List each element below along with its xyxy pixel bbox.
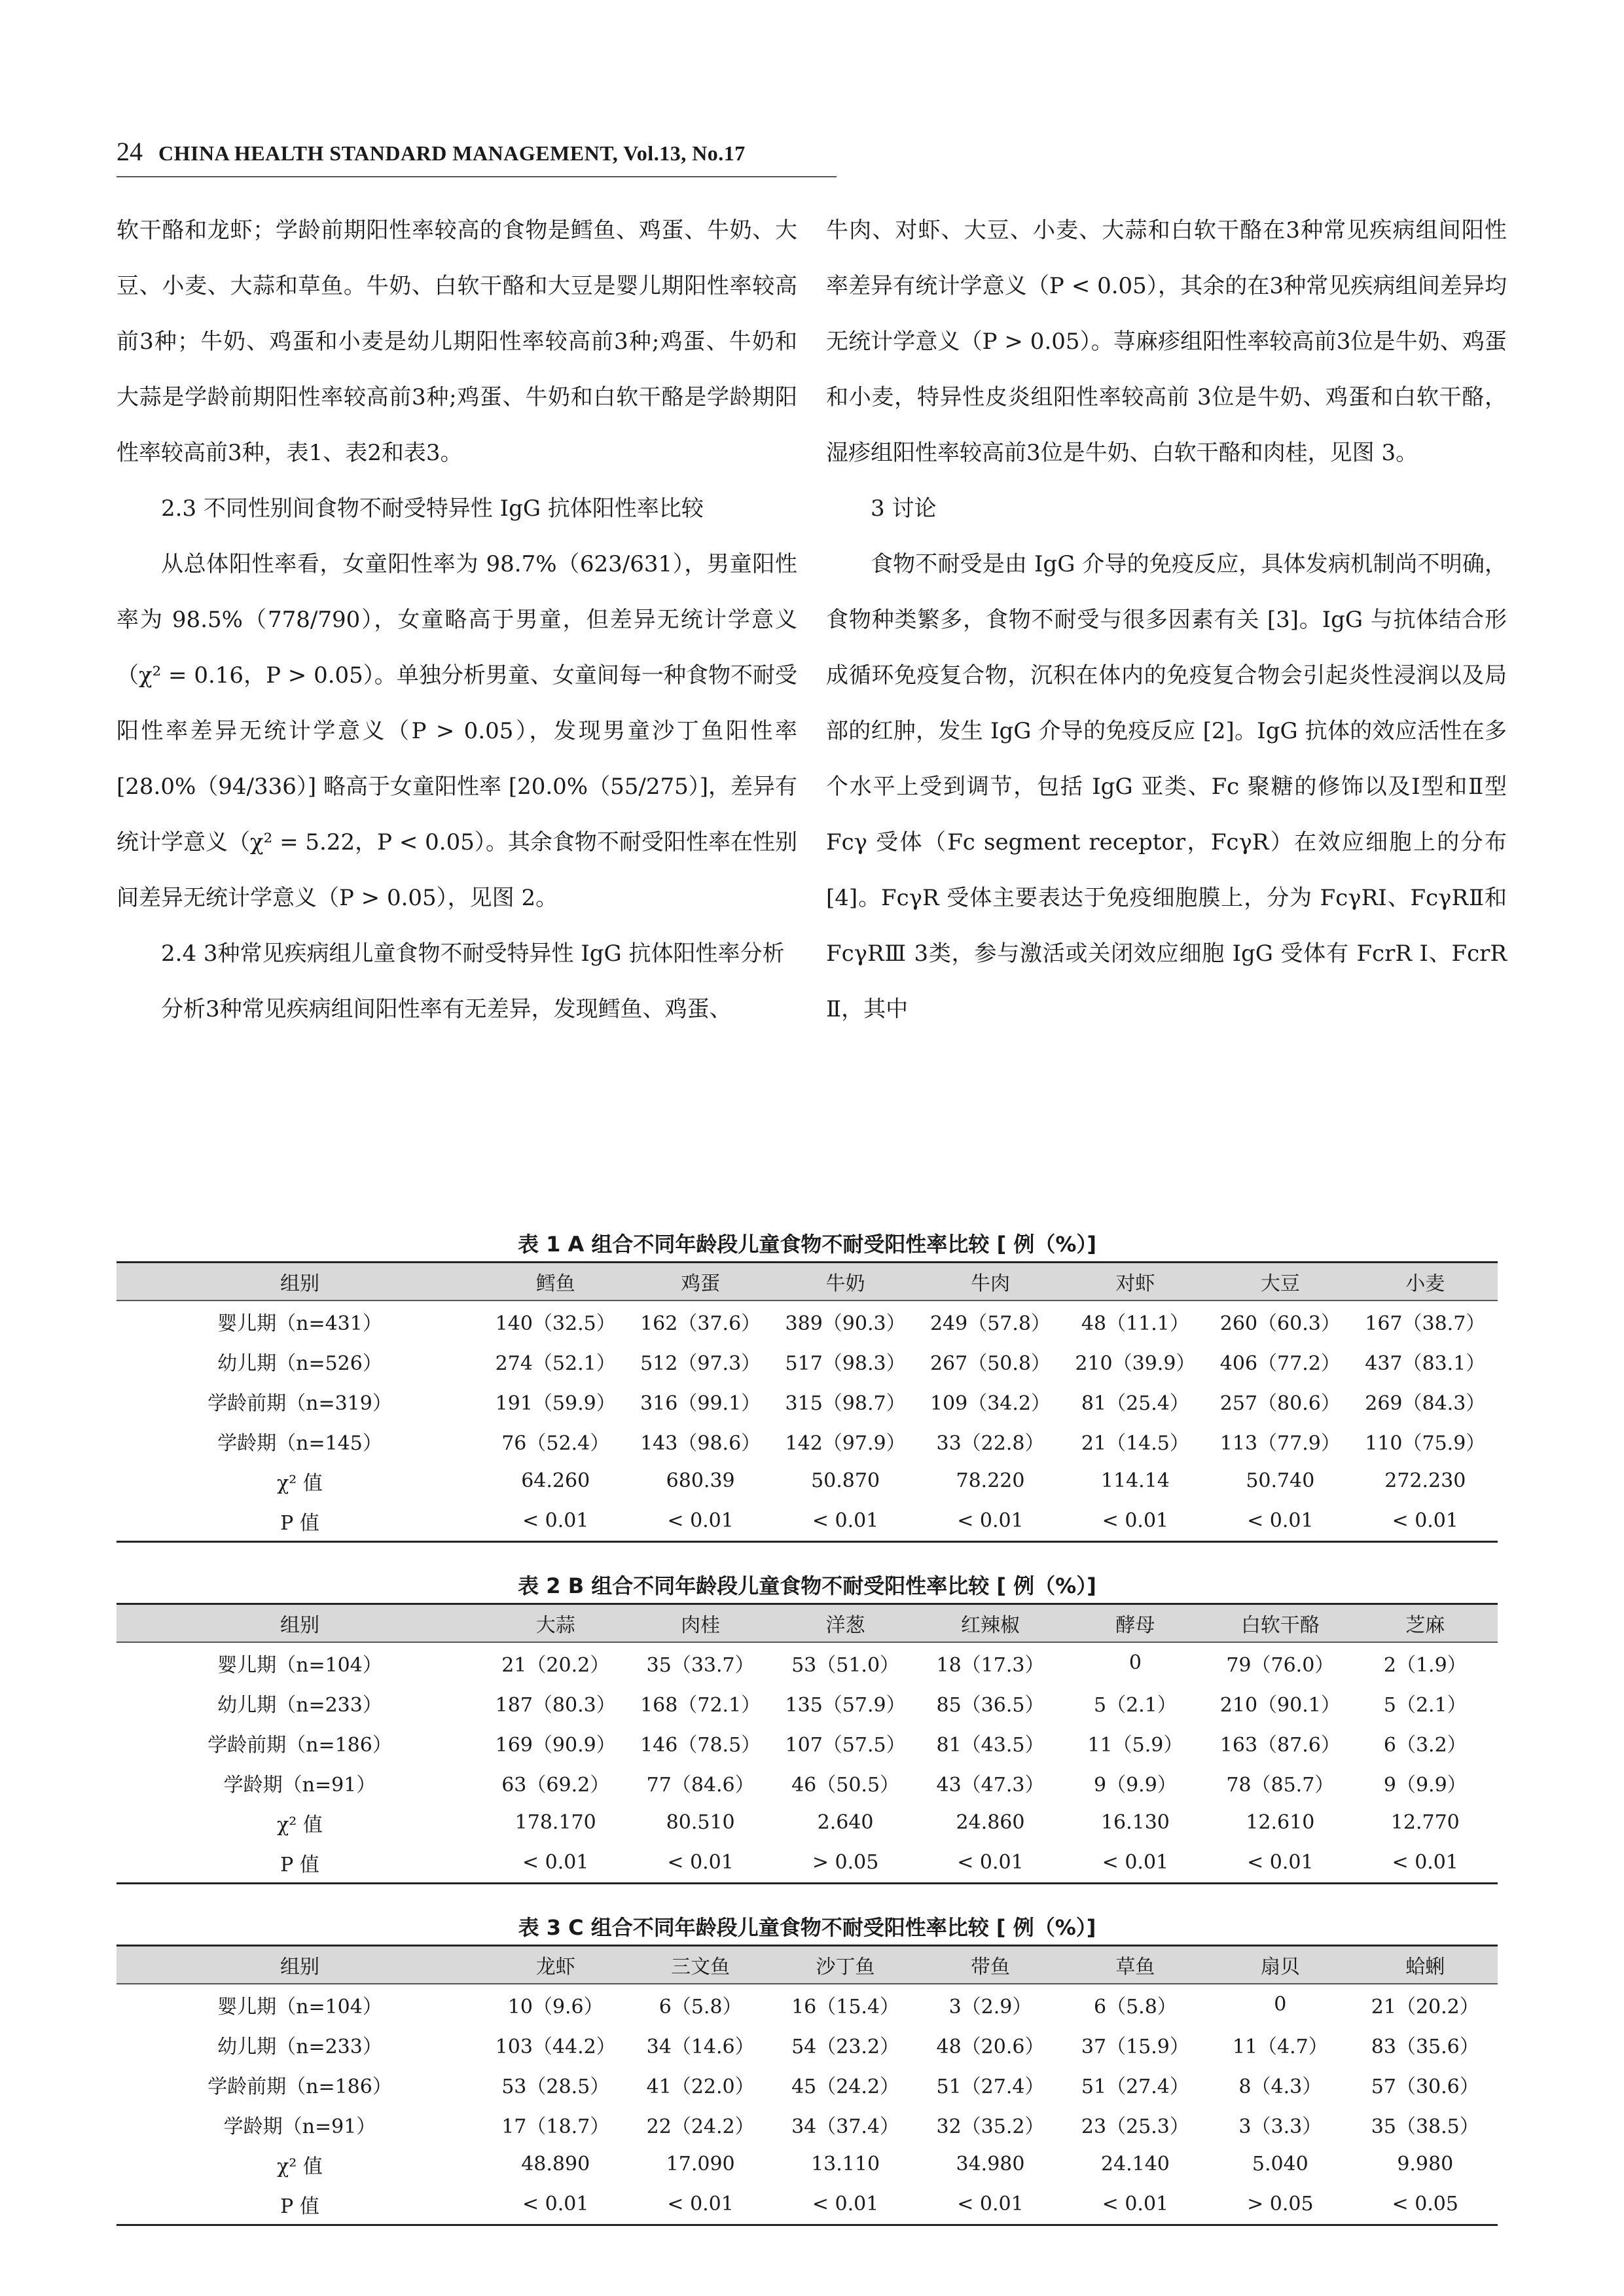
table-row [117,1461,1498,1501]
table-cell: < 0.05 [1392,2193,1458,2215]
table-cell: 64.260 [521,1469,590,1492]
table-cell: 21（20.2） [501,1653,610,1677]
row-label: 学龄期（n=91） [223,1773,376,1797]
table-cell: 2.640 [817,1811,874,1834]
body-paragraph: 软干酪和龙虾；学龄前期阳性率较高的食物是鳕鱼、鸡蛋、牛奶、大豆、小麦、大蒜和草鱼。牛奶、白软干酪和大豆是婴儿期阳性率较高前3种；牛奶、鸡蛋和小麦是幼儿期阳性率较高前3种;鸡蛋、牛奶和大蒜是学龄前期阳性率较高前3种;鸡蛋、牛奶和白软干酪是学龄期阳性率较高前3种，表1、表2和表3。 [117,217,797,466]
table-cell: 48（11.1） [1081,1312,1189,1335]
row-label: 幼儿期（n=526） [217,1352,382,1375]
table-row [117,2104,1498,2144]
column-header: 鳕鱼 [483,1263,628,1301]
column-header: 组别 [117,1604,483,1643]
table-cell: 274（52.1） [495,1352,616,1375]
table-row [117,1501,1498,1542]
column-header: 牛肉 [918,1263,1062,1301]
table-cell: 110（75.9） [1365,1431,1486,1455]
table-cell: 77（84.6） [646,1773,755,1797]
table-row [117,1984,1498,2024]
table-cell: 51（27.4） [936,2075,1045,2098]
table-row [117,2184,1498,2225]
table-cell: 249（57.8） [929,1312,1051,1335]
table-cell: 140（32.5） [495,1312,616,1335]
table-cell: 191（59.9） [495,1391,616,1415]
table-cell: 210（39.9） [1075,1352,1196,1375]
table-cell: 48（20.6） [936,2035,1045,2058]
row-label: χ² 值 [277,2155,323,2178]
table-row [117,1842,1498,1884]
table-cell: 9（9.9） [1094,1773,1177,1797]
table-cell: 43（47.3） [936,1773,1045,1797]
table-cell: < 0.01 [1102,1851,1169,1874]
section-heading: 2.4 3种常见疾病组儿童食物不耐受特异性 IgG 抗体阳性率分析 [161,941,785,967]
column-header: 牛奶 [773,1263,918,1301]
table-cell: 22（24.2） [646,2115,755,2138]
column-header: 红辣椒 [918,1604,1062,1643]
table-cell: < 0.01 [812,2193,879,2215]
table-cell: 50.870 [811,1469,880,1492]
table-cell: 83（35.6） [1371,2035,1479,2058]
running-header [117,136,837,177]
table-cell: 48.890 [521,2153,590,2176]
table-cell: 113（77.9） [1219,1431,1341,1455]
table-cell: 5（2.1） [1094,1693,1177,1717]
table-cell: 57（30.6） [1371,2075,1479,2098]
table-cell: < 0.01 [812,1509,879,1532]
table-cell: 272.230 [1384,1469,1466,1492]
journal-title: CHINA HEALTH STANDARD MANAGEMENT, Vol.13, No.17 [158,141,746,165]
table-cell: 37（15.9） [1081,2035,1189,2058]
table-cell: 21（20.2） [1371,1995,1479,2018]
table-cell: 17（18.7） [501,2115,610,2138]
table-cell: 24.140 [1100,2153,1170,2176]
table-header-row [117,1946,1498,1984]
table-cell: 53（51.0） [791,1653,900,1677]
table-cell: < 0.01 [1247,1851,1314,1874]
table-cell: < 0.01 [1392,1851,1458,1874]
column-header: 蛤蜊 [1353,1946,1498,1984]
tables-area [117,1227,1498,2252]
table-cell: 142（97.9） [785,1431,906,1455]
row-label: P 值 [280,2195,319,2218]
section-heading: 2.3 不同性别间食物不耐受特异性 IgG 抗体阳性率比较 [161,495,704,522]
column-header: 对虾 [1063,1263,1208,1301]
table-row [117,1763,1498,1803]
row-label: P 值 [280,1511,319,1535]
table-row [117,1683,1498,1723]
table-cell: 85（36.5） [936,1693,1045,1717]
column-header: 芝麻 [1353,1604,1498,1643]
row-label: 学龄前期（n=319） [208,1391,392,1415]
table-cell: < 0.01 [1392,1509,1458,1532]
table-cell: < 0.01 [1247,1509,1314,1532]
table-cell: 41（22.0） [646,2075,755,2098]
table-cell: 267（50.8） [929,1352,1051,1375]
column-header: 沙丁鱼 [773,1946,918,1984]
table-cell: 53（28.5） [501,2075,610,2098]
table-cell: 680.39 [666,1469,735,1492]
table-cell: 3（3.3） [1238,2115,1322,2138]
table-row [117,1341,1498,1381]
page-number: 24 [117,137,143,166]
table-cell: 16（15.4） [791,1995,900,2018]
row-label: P 值 [280,1853,319,1876]
table-cell: 23（25.3） [1081,2115,1189,2138]
table-cell: 12.770 [1390,1811,1460,1834]
table-row [117,1803,1498,1842]
column-header: 酵母 [1063,1604,1208,1643]
table-cell: 78（85.7） [1226,1773,1335,1797]
column-header: 带鱼 [918,1946,1062,1984]
column-header: 大豆 [1208,1263,1352,1301]
table-row [117,1723,1498,1763]
table-cell: 81（25.4） [1081,1391,1189,1415]
table-cell: 3（2.9） [948,1995,1032,2018]
data-table [117,1603,1498,1884]
row-label: 婴儿期（n=104） [217,1653,382,1677]
table-cell: 6（5.8） [1094,1995,1177,2018]
column-header: 鸡蛋 [628,1263,772,1301]
table-cell: 517（98.3） [785,1352,906,1375]
table-cell: 2（1.9） [1383,1653,1467,1677]
table-cell: 9.980 [1397,2153,1454,2176]
column-header: 组别 [117,1263,483,1301]
table-cell: < 0.01 [957,2193,1024,2215]
table-cell: 10（9.6） [507,1995,604,2018]
table-caption: 表 2 B 组合不同年龄段儿童食物不耐受阳性率比较 [ 例（%）] [518,1573,1096,1598]
table-cell: 35（33.7） [646,1653,755,1677]
table-cell: 109（34.2） [929,1391,1051,1415]
column-header: 龙虾 [483,1946,628,1984]
table-cell: 24.860 [956,1811,1025,1834]
table-cell: 437（83.1） [1365,1352,1486,1375]
table-cell: 178.170 [514,1811,596,1834]
table-cell: 0 [1128,1651,1142,1674]
table-cell: < 0.01 [522,2193,589,2215]
row-label: 学龄前期（n=186） [208,1733,392,1757]
column-header: 白软干酪 [1208,1604,1352,1643]
table-cell: 107（57.5） [785,1733,906,1757]
table-cell: 103（44.2） [495,2035,616,2058]
table-cell: 13.110 [811,2153,880,2176]
table-cell: < 0.01 [522,1851,589,1874]
table-cell: 8（4.3） [1238,2075,1322,2098]
table-row [117,1381,1498,1421]
table-cell: < 0.01 [1102,2193,1169,2215]
table-cell: 80.510 [666,1811,735,1834]
table-cell: 9（9.9） [1383,1773,1467,1797]
row-label: χ² 值 [277,1813,323,1837]
data-table [117,1261,1498,1543]
table-cell: 76（52.4） [501,1431,610,1455]
column-header: 小麦 [1353,1263,1498,1301]
body-paragraph: 食物不耐受是由 IgG 介导的免疫反应，具体发病机制尚不明确，食物种类繁多，食物不耐受与很多因素有关 [3]。IgG 与抗体结合形成循环免疫复合物，沉积在体内的免疫复合物会引起炎性浸润以及局部的红肿，发生 IgG 介导的免疫反应 [2]。IgG 抗体的效应活性在多个水平上受到调节，包括 IgG 亚类、Fc 聚糖的修饰以及Ⅰ型和Ⅱ型 Fcγ 受体（Fc segment receptor，FcγR）在效应细胞上的分布 [4]。FcγR 受体主要表达于免疫细胞膜上，分为 FcγRI、FcγRⅡ和 FcγRⅢ 3类，参与激活或关闭效应细胞 IgG 受体有 FcrR Ⅰ、FcrR Ⅱ，其中 [826,551,1507,1022]
table-header-row [117,1604,1498,1643]
table-cell: 50.740 [1246,1469,1315,1492]
table-cell: 5（2.1） [1383,1693,1467,1717]
table-cell: 33（22.8） [936,1431,1045,1455]
table-cell: 143（98.6） [640,1431,761,1455]
table-cell: 163（87.6） [1219,1733,1341,1757]
table-cell: 512（97.3） [640,1352,761,1375]
row-label: 婴儿期（n=431） [217,1312,382,1335]
row-label: 学龄前期（n=186） [208,2075,392,2098]
table-cell: 406（77.2） [1219,1352,1341,1375]
table-cell: 316（99.1） [640,1391,761,1415]
table-cell: 78.220 [956,1469,1025,1492]
column-header: 肉桂 [628,1604,772,1643]
table-cell: < 0.01 [1102,1509,1169,1532]
table-cell: 114.14 [1100,1469,1170,1492]
table-cell: 63（69.2） [501,1773,610,1797]
column-header: 三文鱼 [628,1946,772,1984]
table-row [117,1300,1498,1341]
table-caption: 表 1 A 组合不同年龄段儿童食物不耐受阳性率比较 [ 例（%）] [517,1232,1097,1257]
table-row [117,2064,1498,2104]
row-label: 幼儿期（n=233） [217,2035,382,2058]
table-cell: 35（38.5） [1371,2115,1479,2138]
column-header: 洋葱 [773,1604,918,1643]
table-cell: 17.090 [666,2153,735,2176]
table-cell: 169（90.9） [495,1733,616,1757]
table-cell: 257（80.6） [1219,1391,1341,1415]
table-cell: 32（35.2） [936,2115,1045,2138]
body-paragraph: 分析3种常见疾病组间阳性率有无差异，发现鳕鱼、鸡蛋、 [161,996,732,1022]
table-cell: 135（57.9） [785,1693,906,1717]
table-cell: < 0.01 [667,1509,734,1532]
table-cell: 54（23.2） [791,2035,900,2058]
table-cell: 5.040 [1252,2153,1308,2176]
table-cell: 45（24.2） [791,2075,900,2098]
data-table [117,1945,1498,2226]
table-cell: 187（80.3） [495,1693,616,1717]
table-cell: < 0.01 [667,1851,734,1874]
table-caption: 表 3 C 组合不同年龄段儿童食物不耐受阳性率比较 [ 例（%）] [518,1915,1096,1940]
table-cell: 81（43.5） [936,1733,1045,1757]
table-cell: < 0.01 [957,1509,1024,1532]
table-cell: 12.610 [1246,1811,1315,1834]
table-row [117,1421,1498,1461]
left-column [117,203,797,1037]
table-cell: 168（72.1） [640,1693,761,1717]
row-label: 学龄期（n=91） [223,2115,376,2138]
table-cell: 162（37.6） [640,1312,761,1335]
table-row [117,2144,1498,2184]
table-cell: 79（76.0） [1226,1653,1335,1677]
table-cell: 167（38.7） [1365,1312,1486,1335]
table-cell: 210（90.1） [1219,1693,1341,1717]
column-header: 组别 [117,1946,483,1984]
table-cell: 11（4.7） [1232,2035,1328,2058]
table-cell: 18（17.3） [936,1653,1045,1677]
table-cell: 146（78.5） [640,1733,761,1757]
table-cell: 389（90.3） [785,1312,906,1335]
body-paragraph: 从总体阳性率看，女童阳性率为 98.7%（623/631），男童阳性率为 98.5%（778/790），女童略高于男童，但差异无统计学意义（χ² = 0.16，P > 0.05）。单独分析男童、女童间每一种食物不耐受阳性率差异无统计学意义（P > 0.05），发现男童沙丁鱼阳性率 [28.0%（94/336）] 略高于女童阳性率 [20.0%（55/275）]，差异有统计学意义（χ² = 5.22，P < 0.05）。其余食物不耐受阳性率在性别间差异无统计学意义（P > 0.05），见图 2。 [117,551,797,911]
row-label: 幼儿期（n=233） [217,1693,382,1717]
column-header: 扇贝 [1208,1946,1352,1984]
table-cell: < 0.01 [667,2193,734,2215]
table-header-row [117,1263,1498,1301]
right-column [826,203,1507,1037]
table-row [117,1642,1498,1683]
section-heading: 3 讨论 [871,495,937,522]
table-cell: 51（27.4） [1081,2075,1189,2098]
table-cell: 260（60.3） [1219,1312,1341,1335]
body-paragraph: 牛肉、对虾、大豆、小麦、大蒜和白软干酪在3种常见疾病组间阳性率差异有统计学意义（P < 0.05），其余的在3种常见疾病组间差异均无统计学意义（P > 0.05）。荨麻疹组阳性率较高前3位是牛奶、鸡蛋和小麦，特异性皮炎组阳性率较高前 3位是牛奶、鸡蛋和白软干酪，湿疹组阳性率较高前3位是牛奶、白软干酪和肉桂，见图 3。 [826,217,1507,466]
row-label: 学龄期（n=145） [217,1431,382,1455]
table-cell: 6（3.2） [1383,1733,1467,1757]
table-cell: 315（98.7） [785,1391,906,1415]
table-cell: < 0.01 [957,1851,1024,1874]
table-cell: < 0.01 [522,1509,589,1532]
table-cell: > 0.05 [812,1851,879,1874]
table-cell: 46（50.5） [791,1773,900,1797]
table-row [117,2024,1498,2064]
column-header: 大蒜 [483,1604,628,1643]
table-cell: 269（84.3） [1365,1391,1486,1415]
column-header: 草鱼 [1063,1946,1208,1984]
table-cell: 6（5.8） [659,1995,742,2018]
table-cell: 16.130 [1100,1811,1170,1834]
table-cell: > 0.05 [1247,2193,1314,2215]
table-cell: 34（37.4） [791,2115,900,2138]
row-label: 婴儿期（n=104） [217,1995,382,2018]
table-cell: 34（14.6） [646,2035,755,2058]
table-cell: 21（14.5） [1081,1431,1189,1455]
table-cell: 11（5.9） [1087,1733,1183,1757]
table-cell: 0 [1274,1993,1287,2016]
table-cell: 34.980 [956,2153,1025,2176]
row-label: χ² 值 [277,1471,323,1495]
